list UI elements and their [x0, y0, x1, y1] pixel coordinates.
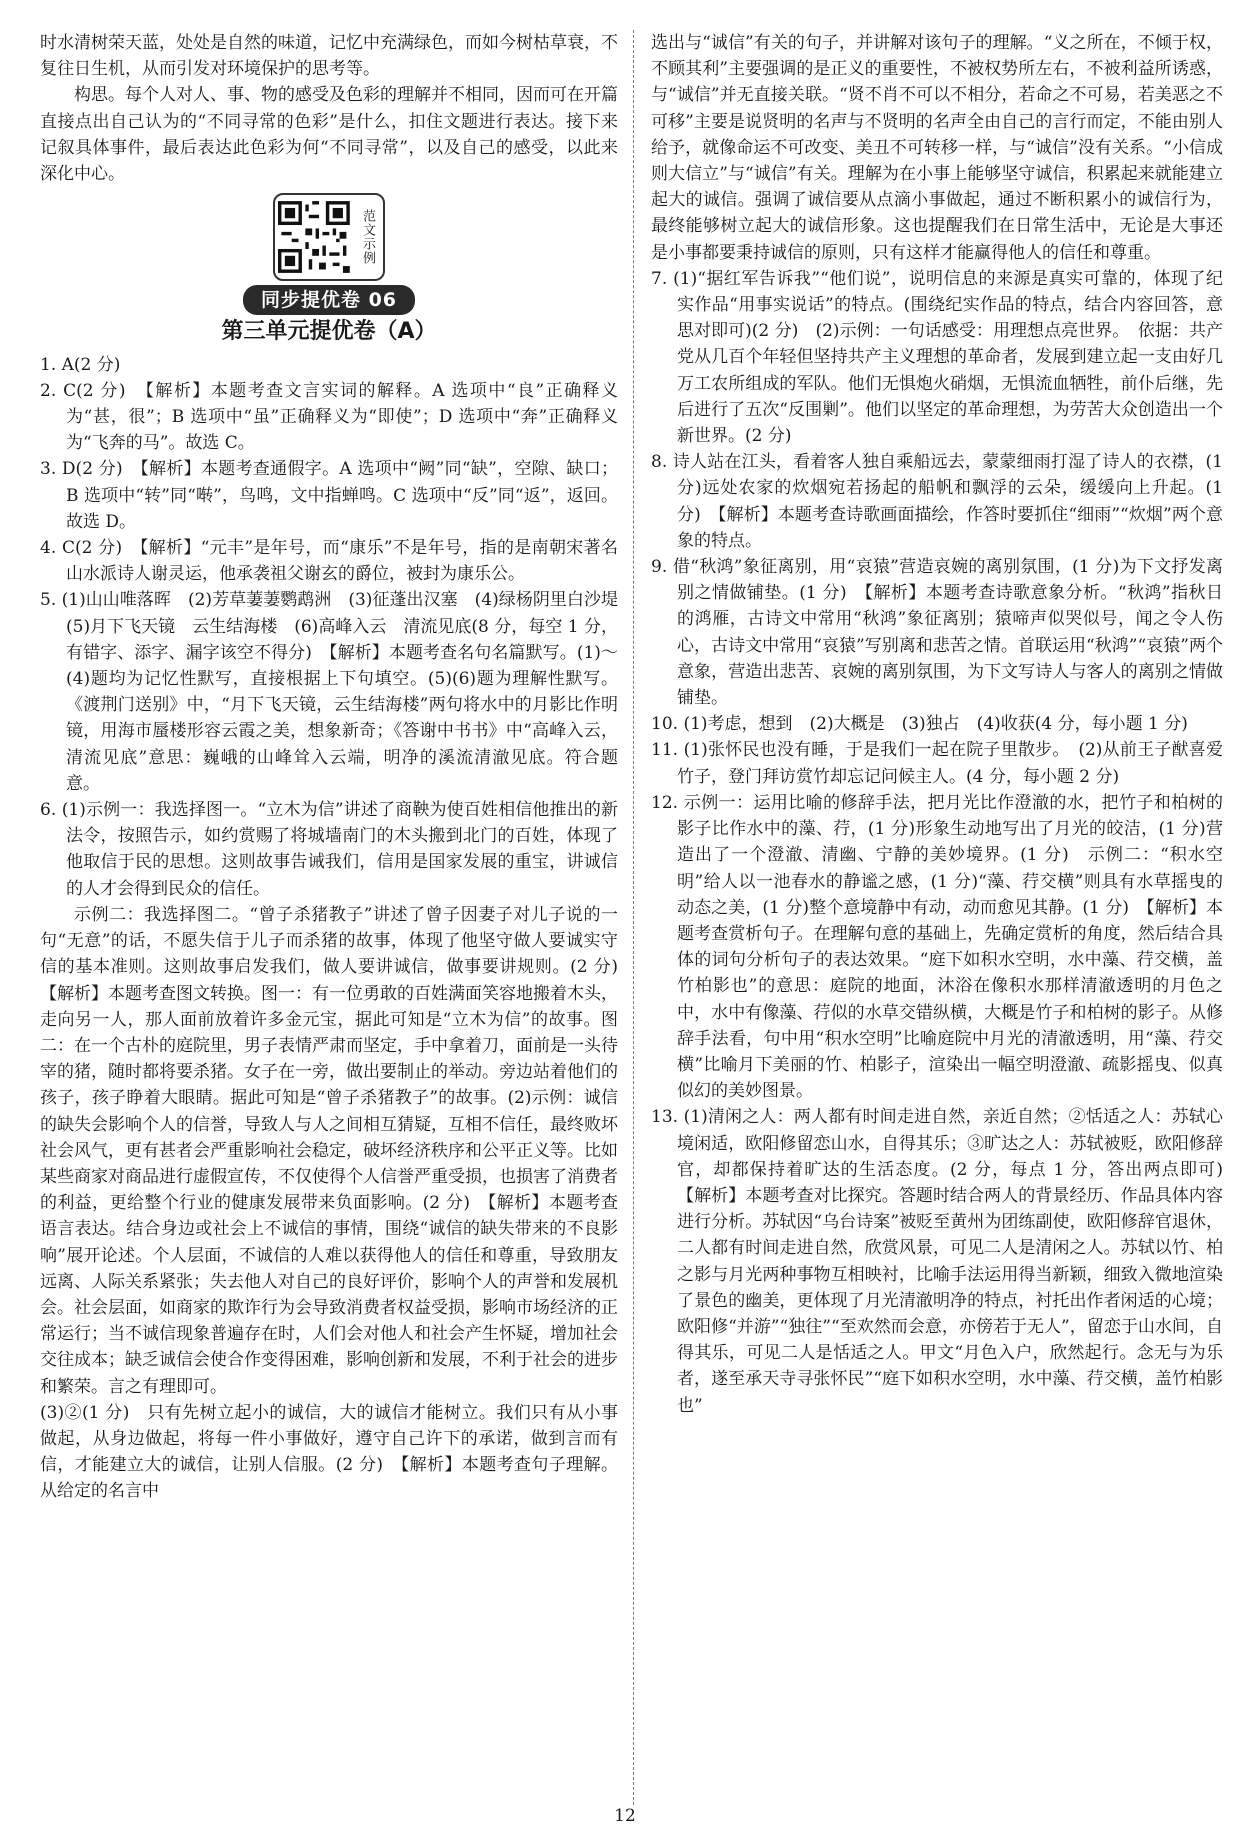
answer-q6-part2: 示例二：我选择图二。“曾子杀猪教子”讲述了曾子因妻子对儿子说的一句“无意”的话，不愿失信于儿子而杀猪的故事，体现了他坚守做人要诚实守信的基本准则。这则故事启发我们，做人要讲诚信，做事要讲规则。(2 分) 【解析】本题考查图文转换。图一：有一位勇敢的百姓满面笑容地搬着木头，走向另一人，那人面前放着许多金元宝，据此可知是“立木为信”的故事。图二：在一个古朴的庭院里，男子表情严肃而坚定，手中拿着刀，面前是一头待宰的猪，随时都将要杀猪。女子在一旁，做出要制止的举动。旁边站着他们的孩子，孩子睁着大眼睛。据此可知是“曾子杀猪教子”的故事。(2)示例：诚信的缺失会影响个人的信誉，导致人与人之间相互猜疑，互相不信任，最终败坏社会风气，更有甚者会严重影响社会稳定，破坏经济秩序和公平正义等。比如某些商家对商品进行虚假宣传，不仅使得个人信誉严重受损，也损害了消费者的利益，更给整个行业的健康发展带来负面影响。(2 分) 【解析】本题考查语言表达。结合身边或社会上不诚信的事情，围绕“诚信的缺失带来的不良影响”展开论述。个人层面，不诚信的人难以获得他人的信任和尊重，导致朋友远离、人际关系紧张；失去他人对自己的良好评价，影响个人的声誉和发展机会。社会层面，如商家的欺诈行为会导致消费者权益受损，影响市场经济的正常运行；当不诚信现象普遍存在时，人们会对他人和社会产生怀疑，增加社会交往成本；缺乏诚信会使合作变得困难，影响创新和发展，不利于社会的进步和繁荣。言之有理即可。 — [40, 904, 635, 1397]
answer-q3: 3. D(2 分) 【解析】本题考查通假字。A 选项中“阙”同“缺”，空隙、缺口；B 选项中“转”同“啭”，鸟鸣，文中指蝉鸣。C 选项中“反”同“返”，返回。故选 D。 — [40, 459, 618, 532]
answer-q6-part3: (3)②(1 分) 只有先树立起小的诚信，大的诚信才能树立。我们只有从小事做起，从身边做起，将每一件小事做好，遵守自己许下的承诺，做到言而有信，才能建立大的诚信，让别人信服。(2 分) 【解析】本题考查句子理解。从给定的名言中 — [40, 1402, 618, 1502]
answer-q1: 1. A(2 分) — [40, 354, 121, 375]
qr-block — [40, 193, 618, 281]
answer-q12: 12. 示例一：运用比喻的修辞手法，把月光比作澄澈的水，把竹子和柏树的影子比作水中的藻、荇，(1 分)形象生动地写出了月光的皎洁，(1 分)营造出了一个澄澈、清幽、宁静的美妙境界。(1 分) 示例二：“积水空明”给人以一池春水的静谧之感，(1 分)“藻、荇交横”则具有水草摇曳的动态之美，(1 分)整个意境静中有动，动而愈见其静。(1 分) 【解析】本题考查赏析句子。在理解句意的基础上，先确定赏析的角度，然后结合具体的词句分析句子的表达效果。“庭下如积水空明，水中藻、荇交横，盖竹柏影也”的意思：庭院的地面，沐浴在像积水那样清澈透明的月色之中，水中有像藻、荇似的水草交错纵横，大概是竹子和柏树的影子。从修辞手法看，句中用“积水空明”比喻庭院中月光的清澈透明，用“藻、荇交横”比喻月下美丽的竹、柏影子，渲染出一幅空明澄澈、疏影摇曳、似真似幻的美妙图景。 — [651, 792, 1223, 1102]
answer-q2: 2. C(2 分) 【解析】本题考查文言实词的解释。A 选项中“良”正确释义为“甚，很”；B 选项中“虽”正确释义为“即使”；D 选项中“奔”正确释义为“飞奔的马”。故选 C。 — [40, 380, 618, 454]
essay-tip-continued: 时水清树荣天蓝，处处是自然的味道，记忆中充满绿色，而如今树枯草衰，不复往日生机，从而引发对环境保护的思考等。 — [40, 33, 618, 80]
right-column — [651, 30, 1240, 1419]
qr-code-icon — [278, 199, 350, 275]
page-number: 12 — [614, 1806, 636, 1826]
unit-title: 第三单元提优卷（A） — [221, 319, 437, 345]
qr-label: 范文示例 — [360, 209, 375, 266]
qr-frame[interactable] — [273, 193, 385, 281]
banner-block — [40, 285, 618, 315]
column-divider — [633, 30, 634, 1805]
answer-q8: 8. 诗人站在江头，看着客人独自乘船远去，蒙蒙细雨打湿了诗人的衣襟，(1 分)远处农家的炊烟宛若扬起的船帆和飘浮的云朵，缓缓向上升起。(1 分) 【解析】本题考查诗歌画面描绘，作答时要抓住“细雨”“炊烟”两个意象的特点。 — [651, 452, 1223, 551]
answer-q7: 7. (1)“据红军告诉我”“他们说”，说明信息的来源是真实可靠的，体现了纪实作品“用事实说话”的特点。(围绕纪实作品的特点，结合内容回答，意思对即可)(2 分) (2)示例：一句话感受：用理想点亮世界。 依据：共产党从几百个年轻但坚持共产主义理想的革命者，发展到建立起一支由好几万工农所组成的军队。他们无惧炮火硝烟，无惧流血牺牲，前仆后继，先后进行了五次“反围剿”。他们以坚定的革命理想，为劳苦大众创造出一个新世界。(2 分) — [651, 268, 1223, 447]
answer-q13: 13. (1)清闲之人：两人都有时间走进自然，亲近自然；②恬适之人：苏轼心境闲适，欧阳修留恋山水，自得其乐；③旷达之人：苏轼被贬，欧阳修辞官，却都保持着旷达的生活态度。(2 分，每点 1 分，答出两点即可) 【解析】本题考查对比探究。答题时结合两人的背景经历、作品具体内容进行分析。苏轼因“乌台诗案”被贬至黄州为团练副使，欧阳修辞官退休，二人都有时间走进自然，欣赏风景，可见二人是清闲之人。苏轼以竹、柏之影与月光两种事物互相映衬，比喻手法运用得当新颖，细致入微地渲染了景色的幽美，更体现了月光清澈明净的特点，衬托出作者闲适的心境；欧阳修“并游”“独往”“至欢然而会意，亦傍若于无人”，留恋于山水间，自得其乐，可见二人是恬适之人。甲文“月色入户，欣然起行。念无与为乐者，遂至承天寺寻张怀民”“庭下如积水空明，水中藻、荇交横，盖竹柏影也” — [651, 1107, 1240, 1416]
answer-q9: 9. 借“秋鸿”象征离别，用“哀猿”营造哀婉的离别氛围，(1 分)为下文抒发离别之情做铺垫。(1 分) 【解析】本题考查诗歌意象分析。“秋鸿”指秋日的鸿雁，古诗文中常用“秋鸿”象征离别；猿啼声似哭似号，闻之令人伤心，古诗文中常用“哀猿”写别离和悲苦之情。首联运用“秋鸿”“哀猿”两个意象，营造出悲苦、哀婉的离别氛围，为下文写诗人与客人的离别之情做铺垫。 — [651, 557, 1223, 709]
answer-q4: 4. C(2 分) 【解析】“元丰”是年号，而“康乐”不是年号，指的是南朝宋著名山水派诗人谢灵运，他承袭祖父谢玄的爵位，被封为康乐公。 — [40, 538, 618, 585]
answer-q10: 10. (1)考虑，想到 (2)大概是 (3)独占 (4)收获(4 分，每小题 1 分) — [651, 714, 1188, 735]
answer-q6-continued: 选出与“诚信”有关的句子，并讲解对该句子的理解。“义之所在，不倾于权，不顾其利”主要强调的是正义的重要性，不被权势所左右，不被利益所诱惑，与“诚信”并无直接关联。“贤不肖不可以不相分，若命之不可易，若美恶之不可移”主要是说贤明的名声与不贤明的名声全由自己的言行而定，不能由别人给予，就像命运不可改变、美丑不可转移一样，与“诚信”没有关系。“小信成则大信立”与“诚信”有关。理解为在小事上能够坚守诚信，积累起来就能建立起大的诚信。强调了诚信要从点滴小事做起，通过不断积累小的诚信行为，最终能够树立起大的诚信形象。这也提醒我们在日常生活中，无论是大事还是小事都要秉持诚信的原则，只有这样才能赢得他人的信任和尊重。 — [651, 33, 1223, 263]
left-column — [40, 30, 635, 1505]
section-banner: 同步提优卷 06 — [243, 285, 415, 315]
answer-q5: 5. (1)山山唯落晖 (2)芳草萋萋鹦鹉洲 (3)征蓬出汉塞 (4)绿杨阴里白沙堤 (5)月下飞天镜 云生结海楼 (6)高峰入云 清流见底(8 分，每空 1 分，有错字、添字、漏字该空不得分) 【解析】本题考查名句名篇默写。(1)～(4)题均为记忆性默写，直接根据上下句填空。(5)(6)题为理解性默写。《渡荆门送别》中，“月下飞天镜，云生结海楼”两句将水中的月影比作明镜，用海市蜃楼形容云霞之美，想象新奇；《答谢中书书》中“高峰入云，清流见底”意思：巍峨的山峰耸入云端，明净的溪流清澈见底。符合题意。 — [40, 590, 635, 794]
answer-q6-part1: 6. (1)示例一：我选择图一。“立木为信”讲述了商鞅为使百姓相信他推出的新法令，按照告示，如约赏赐了将城墙南门的木头搬到北门的百姓，体现了他取信于民的思想。这则故事告诫我们，信用是国家发展的重宝，讲诚信的人才会得到民众的信任。 — [40, 800, 618, 899]
essay-tip-gousi: 构思。每个人对人、事、物的感受及色彩的理解并不相同，因而可在开篇直接点出自己认为的“不同寻常的色彩”是什么，扣住文题进行表达。接下来记叙具体事件，最后表达此色彩为何“不同寻常”，以及自己的感受，以此来深化中心。 — [40, 85, 618, 185]
answer-q11: 11. (1)张怀民也没有睡，于是我们一起在院子里散步。 (2)从前王子猷喜爱竹子，登门拜访赏竹却忘记问候主人。(4 分，每小题 2 分) — [651, 740, 1223, 787]
